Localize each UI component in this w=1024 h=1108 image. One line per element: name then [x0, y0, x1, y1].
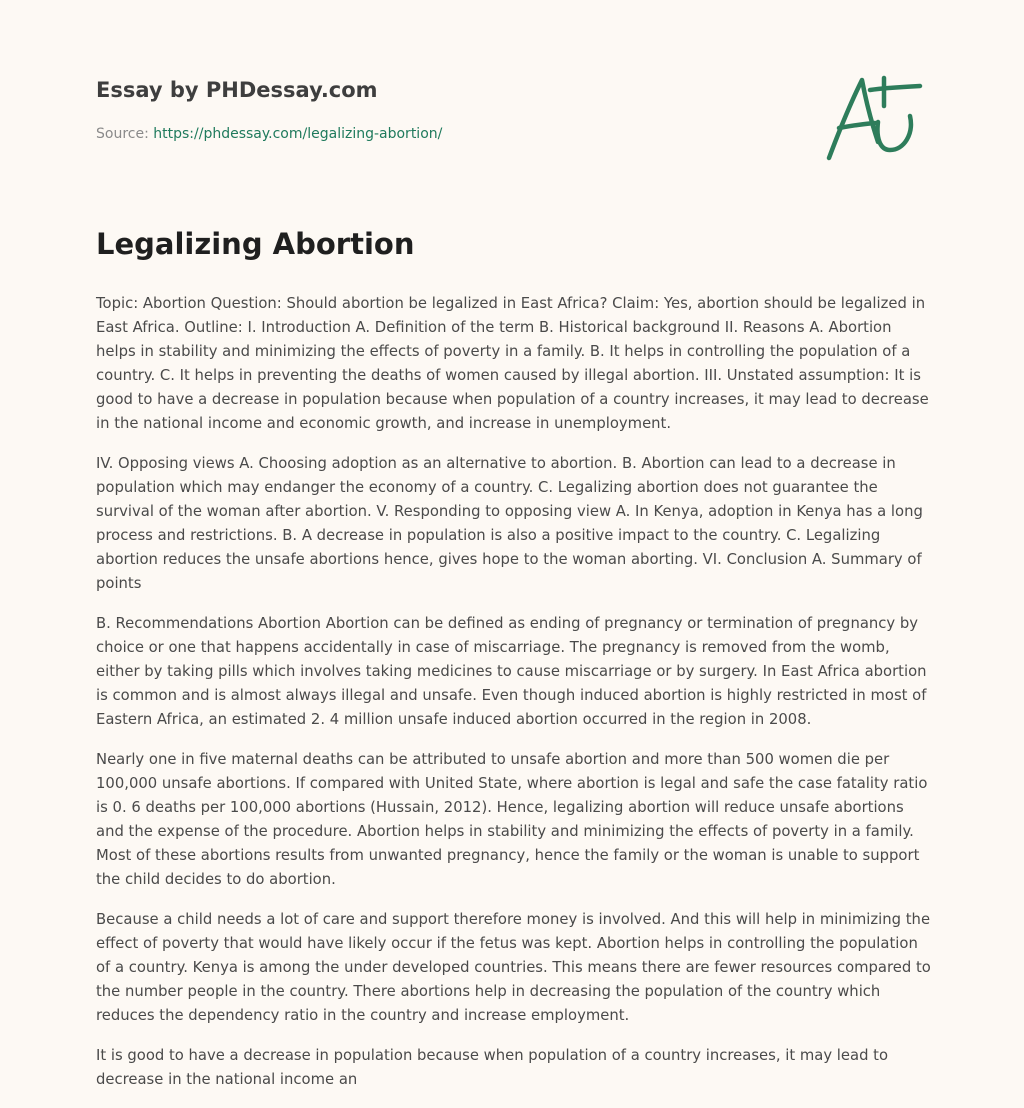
source-label: Source: [96, 126, 149, 142]
a-plus-logo-icon [820, 66, 930, 166]
essay-paragraph: B. Recommendations Abortion Abortion can be defined as ending of pregnancy or termination of pregnancy by choice or one that happens accidentally in case of miscarriage. The pregnancy is removed from the womb, either by taking pills which involves taking medicines to cause miscarriage or by surgery. In East Africa abortion is common and is almost always illegal and unsafe. Even though induced abortion is highly restricted in most of Eastern Africa, an estimated 2. 4 million unsafe induced abortion occurred in the region in 2008. [96, 615, 927, 728]
essay-content [96, 224, 934, 1108]
essay-paragraph: Nearly one in five maternal deaths can be attributed to unsafe abortion and more than 500 women die per 100,000 unsafe abortions. If compared with United State, where abortion is legal and safe the case fatality ratio is 0. 6 deaths per 100,000 abortions (Hussain, 2012). Hence, legalizing abortion will reduce unsafe abortions and the expense of the procedure. Abortion helps in stability and minimizing the effects of poverty in a family. Most of these abortions results from unwanted pregnancy, hence the family or the woman is unable to support the child decides to do abortion. [96, 751, 928, 888]
essay-paragraph: It is good to have a decrease in population because when population of a country increases, it may lead to decrease in the national income an [96, 1047, 889, 1088]
essay-paragraph: Topic: Abortion Question: Should abortion be legalized in East Africa? Claim: Yes, abortion should be legalized in East Africa. Outline: I. Introduction A. Definition of the term B. Historical background II. Reasons A. Abortion helps in stability and minimizing the effects of poverty in a family. B. It helps in controlling the population of a country. C. It helps in preventing the deaths of women caused by illegal abortion. III. Unstated assumption: It is good to have a decrease in population because when population of a country increases, it may lead to decrease in the national income and economic growth, and increase in unemployment. [96, 295, 929, 432]
essay-title: Legalizing Abortion [96, 227, 415, 261]
source-line [96, 124, 696, 144]
source-link[interactable]: https://phdessay.com/legalizing-abortion/ [153, 126, 443, 142]
site-title: Essay by PHDessay.com [96, 78, 378, 102]
header [96, 76, 696, 144]
essay-paragraph: Because a child needs a lot of care and support therefore money is involved. And this will help in minimizing the effect of poverty that would have likely occur if the fetus was kept. Abortion helps in controlling the population of a country. Kenya is among the under developed countries. This means there are fewer resources compared to the number people in the country. There abortions help in decreasing the population of the country which reduces the dependency ratio in the country and increase employment. [96, 911, 931, 1024]
essay-paragraph: IV. Opposing views A. Choosing adoption as an alternative to abortion. B. Abortion can lead to a decrease in population which may endanger the economy of a country. C. Legalizing abortion does not guarantee the survival of the woman after abortion. V. Responding to opposing view A. In Kenya, adoption in Kenya has a long process and restrictions. B. A decrease in population is also a positive impact to the country. C. Legalizing abortion reduces the unsafe abortions hence, gives hope to the woman aborting. VI. Conclusion A. Summary of points [96, 455, 923, 592]
